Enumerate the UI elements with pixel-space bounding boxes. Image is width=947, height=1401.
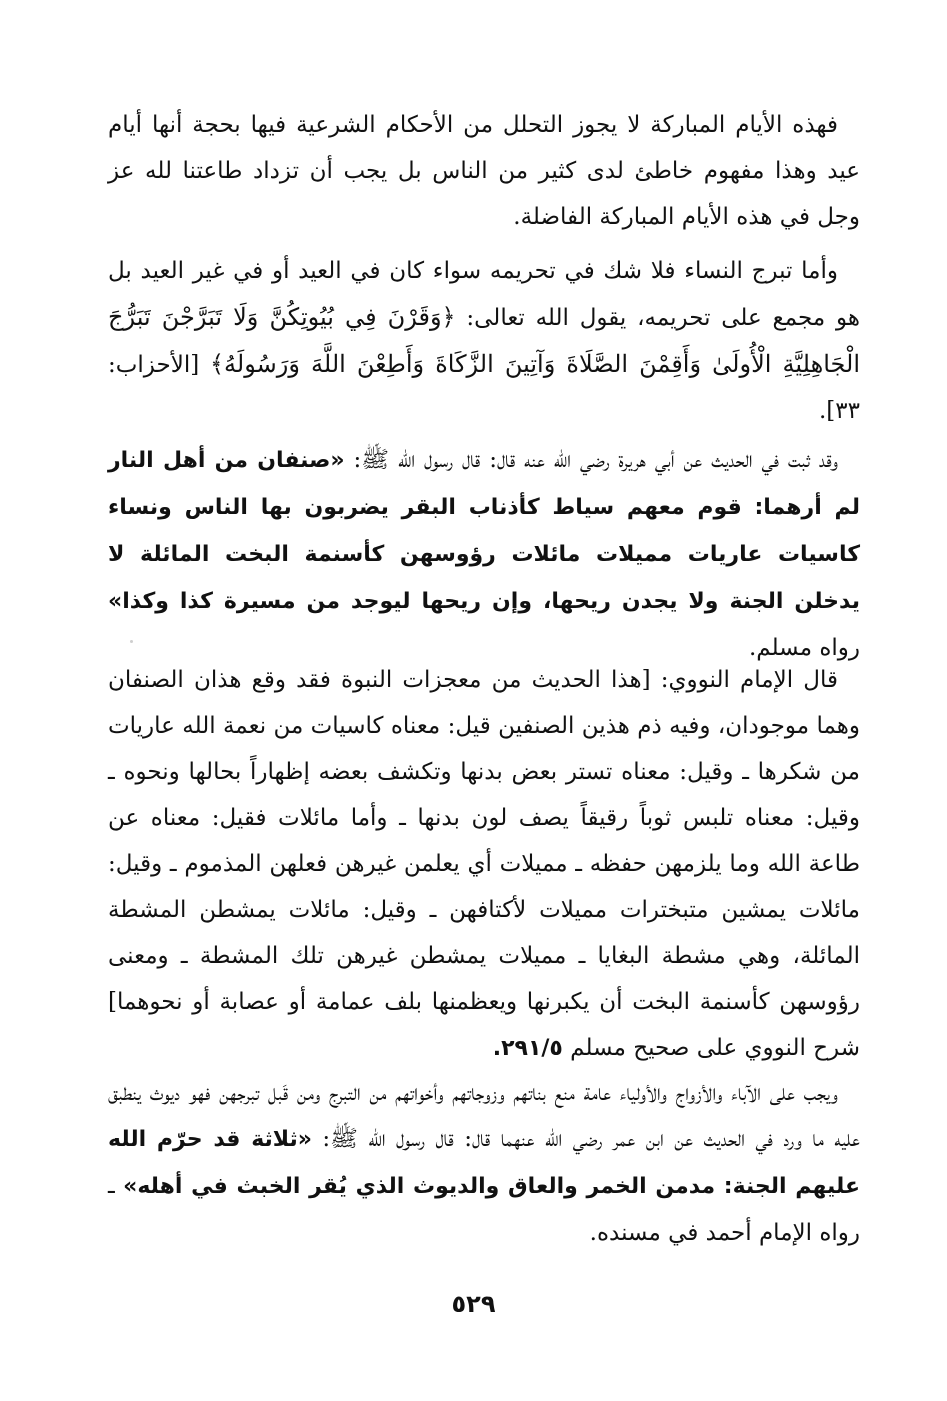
- paragraph-intro: وأما تبرج النساء فلا شك في تحريمه سواء كان في العيد أو في غير العيد بل هو مجمع على تحريمه، يقول الله تعالى:: [108, 258, 861, 331]
- hadith-intro: وقد ثبت في الحديث عن أبي هريرة رضي الله عنه قال: قال رسول الله ﷺ:: [353, 447, 839, 473]
- hadith-text: «ثلاثة قد حرّم الله عليهم الجنة: مدمن الخمر والعاق والديوث الذي يُقر الخبث في أهله»: [108, 1127, 861, 1199]
- page-number: ٥٢٩: [451, 1290, 496, 1318]
- paragraph-tabarruj: [108, 248, 860, 434]
- paragraph-guardians-duty: [108, 1070, 860, 1256]
- paragraph-text: فهذه الأيام المباركة لا يجوز التحلل من الأحكام الشرعية فيها بحجة أنها أيام عيد وهذا مفهوم خاطئ لدى كثير من الناس بل يجب أن تزداد طاعتنا لله عز وجل في هذه الأيام المباركة الفاضلة.: [108, 112, 860, 230]
- commentary-text: قال الإمام النووي: [هذا الحديث من معجزات النبوة فقد وقع هذان الصنفان وهما موجودان، وفيه ذم هذين الصنفين قيل: معناه كاسيات من نعمة الله عاريات من شكرها ـ وقيل: معناه تستر بعض بدنها وتكشف بعضه إظهاراً بحالها ونحوه ـ وقيل: معناه تلبس ثوباً رقيقاً يصف لون بدنها ـ وأما مائلات فقيل: معناه عن طاعة الله وما يلزمهن حفظه ـ مميلات أي يعلمن غيرهن فعلهن المذموم ـ وقيل: مائلات يمشين متبخترات مميلات لأكتافهن ـ وقيل: مائلات يمشطن المشطة المائلة، وهي مشطة البغايا ـ مميلات يمشطن غيرهن تلك المشطة ـ ومعنى رؤوسهن كأسنمة البخت أن يكبرنها ويعظمنها بلف عمامة أو عصابة أو نحوهما] شرح النووي على صحيح مسلم: [108, 667, 860, 1061]
- paragraph-eid-days: [108, 102, 860, 240]
- margin-mark: [130, 640, 133, 643]
- quran-reference: [الأحزاب: ٣٣].: [108, 352, 860, 424]
- hadith-text: «صنفان من أهل النار لم أرهما: قوم معهم سياط كأذناب البقر يضربون بها الناس ونساء كاسيات عاريات مميلات مائلات رؤوسهن كأسنمة البخت المائلة لا يدخلن الجنة ولا يجدن ريحها، وإن ريحها ليوجد من مسيرة كذا وكذا»: [108, 448, 860, 614]
- paragraph-hadith-two-types: [108, 437, 860, 671]
- hadith-source: رواه مسلم.: [748, 635, 860, 661]
- hadith-source: ـ رواه الإمام أحمد في مسنده.: [108, 1173, 860, 1246]
- paragraph-intro: ويجب على الآباء والأزواج والأولياء عامة منع بناتهم وزوجاتهم وأخواتهم من التبرج ومن قَبل تبرجهن فهو ديوث ينطبق عليه ما ورد في الحديث عن ابن عمر رضي الله عنهما قال: قال رسول الله ﷺ:: [108, 1080, 861, 1152]
- commentary-reference: ٢٩١/٥.: [492, 1036, 563, 1061]
- paragraph-nawawi-commentary: [108, 657, 860, 1072]
- quran-verse: ﴿وَقَرْنَ فِي بُيُوتِكُنَّ وَلَا تَبَرَّجْنَ تَبَرُّجَ الْجَاهِلِيَّةِ الْأُولَىٰ وَأَقِمْنَ الصَّلَاةَ وَآتِينَ الزَّكَاةَ وَأَطِعْنَ اللَّهَ وَرَسُولَهُ﴾: [108, 303, 861, 378]
